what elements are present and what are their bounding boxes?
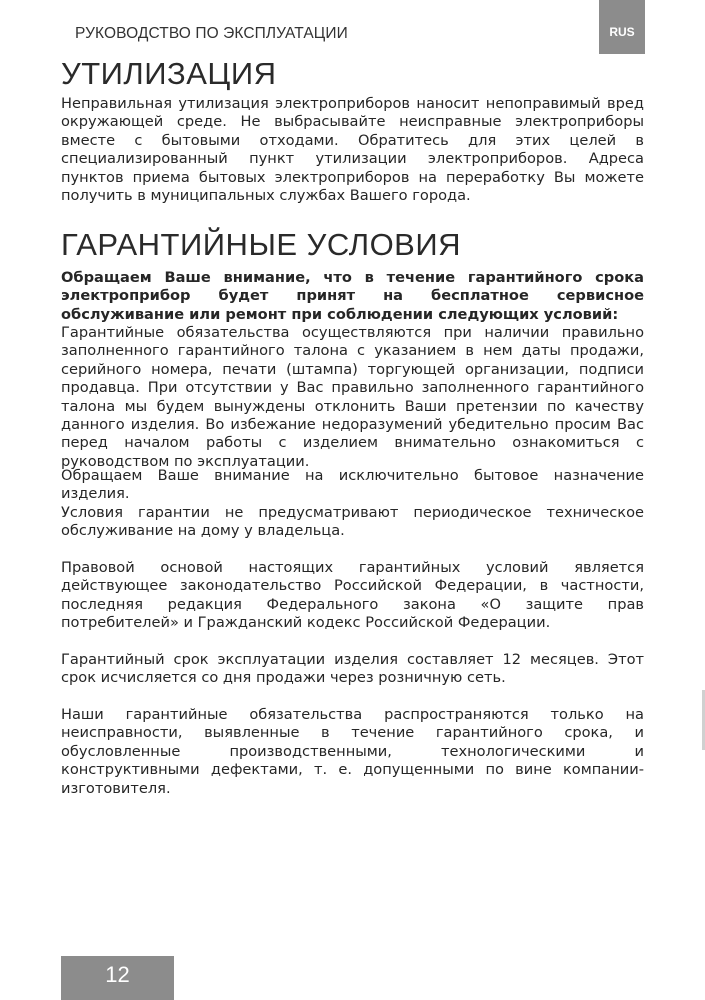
language-badge: RUS [599,0,645,54]
warranty-household-paragraph: Обращаем Ваше внимание на исключительно бытовое назначение изделия. [61,467,644,503]
warranty-scope-paragraph: Наши гарантийные обязательства распространяются только на неисправности, выявленные в течение гарантийного срока, и обусловленные производственными, технологическими и конструктивными дефектами, т. е. допущенными по вине компании-изготовителя. [61,706,644,797]
disposal-paragraph: Неправильная утилизация электроприборов наносит непоправимый вред окружающей среде. Не выбрасывайте неисправные электроприборы вместе с бытовыми отходами. Обратитесь для этих целей в специализированный пункт утилизации электроприборов. Адреса пунктов приема бытовых электроприборов на переработку Вы можете получить в муниципальных службах Вашего города. [61,95,644,205]
warranty-service-paragraph: Условия гарантии не предусматривают периодическое техническое обслуживание на дому у владельца. [61,504,644,540]
disposal-section-title: УТИЛИЗАЦИЯ [61,56,277,91]
document-header-title: РУКОВОДСТВО ПО ЭКСПЛУАТАЦИИ [75,25,348,42]
warranty-legal-paragraph: Правовой основой настоящих гарантийных условий является действующее законодательство Российской Федерации, в частности, последняя редакция Федерального закона «О защите прав потребителей» и Гражданский кодекс Российской Федерации. [61,559,644,632]
page-number: 12 [61,956,174,1000]
warranty-section-title: ГАРАНТИЙНЫЕ УСЛОВИЯ [61,227,462,262]
warranty-term-paragraph: Гарантийный срок эксплуатации изделия составляет 12 месяцев. Этот срок исчисляется со дня продажи через розничную сеть. [61,651,644,687]
warranty-conditions-paragraph: Гарантийные обязательства осуществляются при наличии правильно заполненного гарантийного талона с указанием в нем даты продажи, серийного номера, печати (штампа) торгующей организации, подписи продавца. При отсутствии у Вас правильно заполненного гарантийного талона мы будем вынуждены отклонить Ваши претензии по качеству данного изделия. Во избежание недоразумений убедительно просим Вас перед началом работы с изделием внимательно ознакомиться с руководством по эксплуатации. [61,324,644,470]
warranty-notice-bold: Обращаем Ваше внимание, что в течение гарантийного срока электроприбор будет принят на бесплатное сервисное обслуживание или ремонт при соблюдении следующих условий: [61,269,644,323]
